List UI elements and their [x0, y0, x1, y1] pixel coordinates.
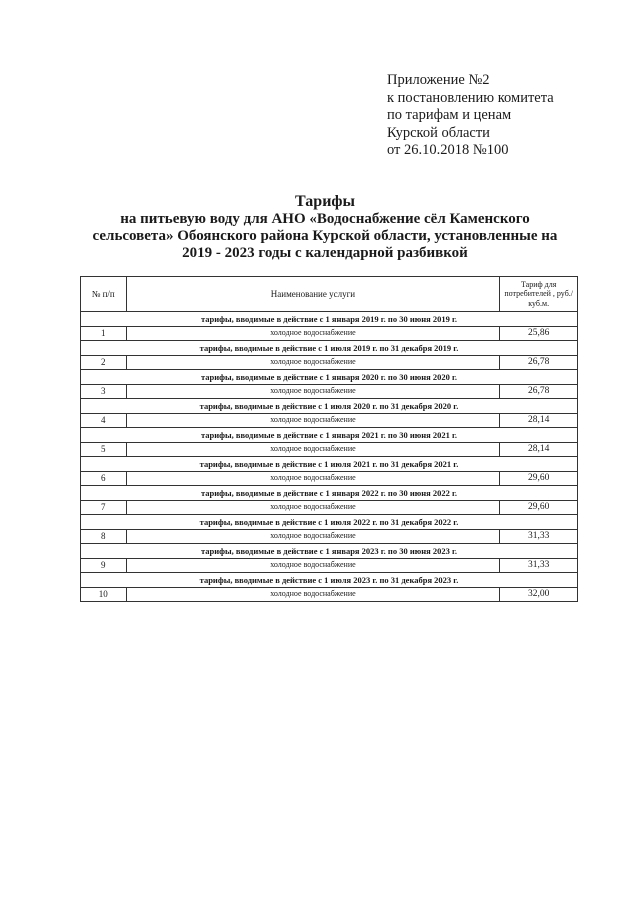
table-row [81, 587, 578, 602]
table-row [81, 558, 578, 573]
tariff-value: 26,78 [500, 355, 578, 370]
tariff-value: 31,33 [500, 529, 578, 544]
period-row [81, 399, 578, 414]
period-row [81, 573, 578, 588]
row-number: 5 [81, 442, 127, 457]
period-label: тарифы, вводимые в действие с 1 января 2023 г. по 30 июня 2023 г. [81, 544, 578, 559]
tariff-value: 29,60 [500, 500, 578, 515]
period-row [81, 341, 578, 356]
header-num: № п/п [81, 277, 127, 312]
table-row [81, 529, 578, 544]
table-row [81, 384, 578, 399]
period-row [81, 544, 578, 559]
service-name: холодное водоснабжение [126, 413, 500, 428]
service-name: холодное водоснабжение [126, 384, 500, 399]
appendix-line: от 26.10.2018 №100 [387, 142, 509, 158]
period-row [81, 370, 578, 385]
appendix-line: Приложение №2 [387, 72, 490, 88]
service-name: холодное водоснабжение [126, 529, 500, 544]
header-service: Наименование услуги [126, 277, 500, 312]
service-name: холодное водоснабжение [126, 442, 500, 457]
appendix-note [387, 72, 554, 160]
table-header-row [81, 277, 578, 312]
period-label: тарифы, вводимые в действие с 1 июля 2019 г. по 31 декабря 2019 г. [81, 341, 578, 356]
service-name: холодное водоснабжение [126, 471, 500, 486]
service-name: холодное водоснабжение [126, 558, 500, 573]
tariff-value: 28,14 [500, 413, 578, 428]
period-label: тарифы, вводимые в действие с 1 июля 2020 г. по 31 декабря 2020 г. [81, 399, 578, 414]
period-row [81, 515, 578, 530]
period-label: тарифы, вводимые в действие с 1 июля 2021 г. по 31 декабря 2021 г. [81, 457, 578, 472]
appendix-line: Курской области [387, 124, 490, 141]
title-line: 2019 - 2023 годы с календарной разбивкой [182, 245, 468, 261]
period-label: тарифы, вводимые в действие с 1 января 2021 г. по 30 июня 2021 г. [81, 428, 578, 443]
row-number: 8 [81, 529, 127, 544]
appendix-line: к постановлению комитета [387, 89, 554, 106]
row-number: 2 [81, 355, 127, 370]
document-title [60, 193, 590, 262]
service-name: холодное водоснабжение [126, 500, 500, 515]
row-number: 7 [81, 500, 127, 515]
table-row [81, 500, 578, 515]
service-name: холодное водоснабжение [126, 355, 500, 370]
period-label: тарифы, вводимые в действие с 1 января 2020 г. по 30 июня 2020 г. [81, 370, 578, 385]
row-number: 4 [81, 413, 127, 428]
tariff-value: 25,86 [500, 326, 578, 341]
header-tariff: Тариф для потребителей , руб./ куб.м. [500, 277, 578, 312]
period-row [81, 486, 578, 501]
row-number: 3 [81, 384, 127, 399]
period-row [81, 457, 578, 472]
title-line: сельсовета» Обоянского района Курской области, установленные на [92, 228, 558, 244]
title-line: на питьевую воду для АНО «Водоснабжение сёл Каменского [120, 211, 530, 227]
table-row [81, 471, 578, 486]
table-row [81, 413, 578, 428]
title-line: Тарифы [295, 193, 355, 210]
service-name: холодное водоснабжение [126, 587, 500, 602]
tariff-value: 31,33 [500, 558, 578, 573]
table-row [81, 326, 578, 341]
row-number: 6 [81, 471, 127, 486]
table-row [81, 355, 578, 370]
appendix-line: по тарифам и ценам [387, 107, 512, 123]
tariff-value: 28,14 [500, 442, 578, 457]
period-label: тарифы, вводимые в действие с 1 июля 2023 г. по 31 декабря 2023 г. [81, 573, 578, 588]
table-body [81, 312, 578, 602]
tariff-value: 26,78 [500, 384, 578, 399]
row-number: 1 [81, 326, 127, 341]
period-label: тарифы, вводимые в действие с 1 июля 2022 г. по 31 декабря 2022 г. [81, 515, 578, 530]
row-number: 10 [81, 587, 127, 602]
period-label: тарифы, вводимые в действие с 1 января 2022 г. по 30 июня 2022 г. [81, 486, 578, 501]
tariff-value: 29,60 [500, 471, 578, 486]
period-label: тарифы, вводимые в действие с 1 января 2019 г. по 30 июня 2019 г. [81, 312, 578, 327]
tariff-table [80, 276, 578, 602]
row-number: 9 [81, 558, 127, 573]
period-row [81, 428, 578, 443]
service-name: холодное водоснабжение [126, 326, 500, 341]
period-row [81, 312, 578, 327]
table-row [81, 442, 578, 457]
tariff-value: 32,00 [500, 587, 578, 602]
